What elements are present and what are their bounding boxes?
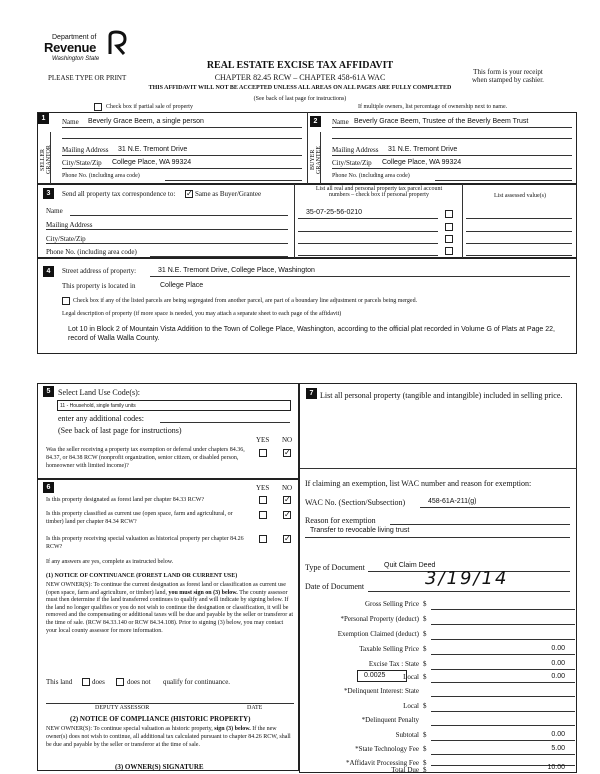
receipt-note-line2: when stamped by cashier. [472,76,544,84]
section-7-number: 7 [306,388,317,399]
personal-property-label: List all personal property (tangible and intangible) included in selling price. [320,391,563,400]
subtotal-dollar: $ [423,731,427,739]
yes-label-6: YES [256,484,270,492]
forest-question: Is this property designated as forest land per chapter 84.33 RCW? [46,497,205,503]
penalty-label: *Delinquent Penalty [361,716,419,724]
yes-label-5: YES [256,436,270,444]
dept-top: Department of [52,34,97,41]
exemption-no-checkbox[interactable]: ✓ [284,448,291,457]
seller-city-value[interactable]: College Place, WA 99324 [112,159,192,166]
street-address-value[interactable]: 31 N.E. Tremont Drive, College Place, Washington [158,267,315,274]
exemption-input[interactable] [431,630,575,640]
legal-description-label: Legal description of property (if more space is needed, you may attach a separate sheet to each page of the affidavit) [62,311,342,317]
land-use-see-back: (See back of last page for instructions) [58,426,182,435]
technology-value: 5.00 [551,745,565,752]
this-land-label: This land [46,678,73,686]
exemption-yes-checkbox[interactable] [259,449,267,457]
buyer-grantee-label: BUYER GRANTEE [310,146,322,174]
multiple-owners-note: If multiple owners, list percentage of ownership next to name. [358,104,508,110]
reason-label: Reason for exemption [305,516,376,525]
form-title: REAL ESTATE EXCISE TAX AFFIDAVIT [206,60,394,71]
see-back: (See back of last page for instructions) [253,96,347,102]
notice-continuance-text [46,582,294,635]
interest-local-dollar: $ [423,702,427,710]
parcel-number[interactable]: 35-07-25-56-0210 [306,209,363,216]
seller-mailing-label: Mailing Address [62,146,109,154]
forest-no-checkbox[interactable]: ✓ [284,495,291,504]
land-use-select[interactable] [57,400,291,411]
section-6-number: 6 [43,482,54,493]
doc-type-value[interactable]: Quit Claim Deed [384,562,436,569]
segregated-label: Check box if any of the listed parcels are being segregated from another parcel, are part of a boundary line adjustment or parcels being merged. [73,298,418,304]
total-dollar: $ [423,766,427,774]
processing-label: *Affidavit Processing Fee [346,759,419,767]
parcel-header-line2: numbers – check box if personal property [329,192,429,198]
buyer-city-label: City/State/Zip [332,159,372,167]
taxable-input[interactable] [431,645,575,655]
buyer-name-label: Name [332,118,349,126]
current-use-question: Is this property classified as current use (open space, farm and agricultural, or timber) land per chapter 84.34 RCW? [46,511,233,525]
deputy-assessor-label: DEPUTY ASSESSOR [95,705,150,711]
land-does-not-checkbox[interactable] [116,678,124,686]
buyer-name-value[interactable]: Beverly Grace Beem, Trustee of the Beverly Beem Trust [354,118,529,125]
notice-compliance-c: If the new owner(s) does not wish to continue, all additional tax calculated pursuant to chapter 84.26 RCW, shall be due and payable by the seller or transferor at the time of sale. [46,726,291,748]
reason-value[interactable]: Transfer to revocable living trust [310,527,410,534]
parcel-header-line1: List all real and personal property tax parcel account [315,186,443,192]
state-tax-dollar: $ [423,660,427,668]
notice-continuance-b: you must sign on (3) below. [168,589,238,596]
interest-local-input[interactable] [431,702,575,712]
additional-codes-label: enter any additional codes: [58,414,144,423]
buyer-phone-label: Phone No. (including area code) [332,173,410,179]
notice-compliance-b: sign (3) below. [214,726,251,732]
taxable-dollar: $ [423,645,427,653]
state-tax-input[interactable] [431,660,575,670]
local-rate-value: 0.0025 [364,672,386,679]
dept-state: Washington State [52,56,100,62]
corr-phone-label: Phone No. (including area code) [46,248,137,256]
current-use-yes-checkbox[interactable] [259,511,267,519]
buyer-city-value[interactable]: College Place, WA 99324 [382,159,462,166]
section-1-number: 1 [38,113,49,124]
seller-mailing-value[interactable]: 31 N.E. Tremont Drive [118,146,188,153]
local-rate-box[interactable] [357,670,407,682]
legal-description-value[interactable]: Lot 10 in Block 2 of Mountain Vista Addition to the Town of College Place, Washington, according to the official plat recorded in Volume G of Plats at Page 22, record of Walla Walla County. [68,326,555,342]
notice-compliance-text [46,725,294,749]
technology-input[interactable] [431,745,575,755]
receipt-note [472,68,544,84]
local-tax-value: 0.00 [551,673,565,680]
assessed-header: List assessed value(s) [494,193,546,199]
owner-signature-title: (3) OWNER(S) SIGNATURE [115,763,204,771]
notice-compliance-a: NEW OWNER(S): To continue special valuation as historic property, [46,726,213,732]
segregated-checkbox[interactable] [62,297,70,305]
total-label: Total Due [391,766,419,774]
historic-no-checkbox[interactable]: ✓ [284,534,291,543]
interest-local-label: Local [403,702,419,710]
taxable-label: Taxable Selling Price [359,645,419,653]
historic-yes-checkbox[interactable] [259,535,267,543]
local-tax-dollar: $ [423,673,427,681]
street-address-label: Street address of property: [62,267,137,275]
exemption-claim-label: If claiming an exemption, list WAC number and reason for exemption: [305,479,532,488]
partial-sale-label: Check box if partial sale of property [106,104,193,110]
gross-label: Gross Selling Price [364,600,419,608]
notice-continuance-title: (1) NOTICE OF CONTINUANCE (FOREST LAND OR CURRENT USE) [46,573,238,579]
local-tax-label: Local [403,673,419,681]
parcel-header [296,186,462,198]
exemption-question: Was the seller receiving a property tax exemption or deferral under chapters 84.36, 84.37, or 84.38 RCW (nonprofit organization, senior citizen, or disabled person, homeowner with limited income)? [46,447,245,469]
buyer-mailing-value[interactable]: 31 N.E. Tremont Drive [388,146,458,153]
seller-name-label: Name [62,118,79,126]
if-yes-note: If any answers are yes, complete as instructed below. [46,559,174,565]
doc-date-value[interactable]: 3/19/14 [425,568,509,589]
parcel-personal-checkbox-1[interactable] [445,210,453,218]
exemption-label: Exemption Claimed (deduct) [337,630,419,638]
parcel-personal-checkbox-2[interactable] [445,223,453,231]
dept-name: Revenue [44,40,97,55]
qualify-label: qualify for continuance. [163,678,231,686]
partial-sale-checkbox[interactable] [94,103,102,111]
processing-dollar: $ [423,759,427,767]
notice-compliance-title: (2) NOTICE OF COMPLIANCE (HISTORIC PROPERTY) [70,715,251,723]
correspondence-label: Send all property tax correspondence to: [62,190,176,198]
does-not-label: does not [127,678,151,686]
gross-input[interactable] [431,600,575,610]
gross-dollar: $ [423,600,427,608]
located-in-label: This property is located in [62,282,136,290]
parcel-personal-checkbox-3[interactable] [445,235,453,243]
local-tax-input[interactable] [431,673,575,683]
forest-yes-checkbox[interactable] [259,496,267,504]
land-does-checkbox[interactable] [82,678,90,686]
penalty-input[interactable] [431,716,575,726]
no-label-5: NO [282,436,293,444]
section-2-number: 2 [310,116,321,127]
subtotal-input[interactable] [431,731,575,741]
seller-grantor-label: SELLER GRANTOR [40,145,52,175]
personal-dollar: $ [423,615,427,623]
interest-state-label: *Delinquent Interest: State [343,687,419,695]
state-tax-label: Excise Tax : State [368,660,419,668]
section-3-number: 3 [43,188,54,199]
seller-phone-label: Phone No. (including area code) [62,173,140,179]
located-in-value[interactable]: College Place [160,282,204,289]
personal-input[interactable] [431,615,575,625]
interest-state-input[interactable] [431,687,575,697]
land-use-value: 11 - Household, single family units [60,403,136,409]
same-as-buyer-label: Same as Buyer/Grantee [195,190,262,198]
historic-question: Is this property receiving special valuation as historical property per chapter 84.26 RCW? [46,536,244,550]
dor-emblem-icon [106,30,128,56]
form-chapter: CHAPTER 82.45 RCW – CHAPTER 458-61A WAC [214,73,386,82]
receipt-note-line1: This form is your receipt [473,68,543,76]
corr-mailing-label: Mailing Address [46,221,93,229]
taxable-value: 0.00 [551,645,565,652]
form-warning: THIS AFFIDAVIT WILL NOT BE ACCEPTED UNLESS ALL AREAS ON ALL PAGES ARE FULLY COMPLETED [148,85,452,91]
subtotal-label: Subtotal [395,731,419,739]
parcel-personal-checkbox-4[interactable] [445,247,453,255]
notice-continuance-c: The county assessor must then determine if the land transferred continues to qualify and will indicate by signing below. If the land no longer qualifies or you do not wish to continue the designation or classification, it will be removed and the compensating or additional taxes will be due and payable by the seller or transferor at the time of sale. (RCW 84.33.140 or RCW 84.34.108). Prior to signing (3) below, you may contact your local county assessor for more information. [46,589,294,634]
section-5-number: 5 [43,386,54,397]
doc-date-label: Date of Document [305,582,365,591]
corr-city-label: City/State/Zip [46,235,86,243]
technology-dollar: $ [423,745,427,753]
subtotal-value: 0.00 [551,731,565,738]
technology-label: *State Technology Fee [355,745,419,753]
print-note: PLEASE TYPE OR PRINT [48,74,127,82]
wac-label: WAC No. (Section/Subsection) [305,498,406,507]
seller-city-label: City/State/Zip [62,159,102,167]
current-use-no-checkbox[interactable]: ✓ [284,510,291,519]
state-tax-value: 0.00 [551,660,565,667]
exemption-dollar: $ [423,630,427,638]
total-value[interactable]: 10.00 [547,764,565,771]
doc-type-label: Type of Document [305,563,365,572]
deputy-date-label: DATE [247,705,263,711]
personal-label: *Personal Property (deduct) [340,615,419,623]
no-label-6: NO [282,484,293,492]
does-label: does [92,678,105,686]
seller-name-value[interactable]: Beverly Grace Beem, a single person [88,118,204,125]
notice-continuance-a: NEW OWNER(S): To continue the current designation as forest land or classification as current use (open space, farm and agriculture, or timber) land, [46,582,286,596]
buyer-mailing-label: Mailing Address [332,146,379,154]
corr-name-label: Name [46,207,63,215]
land-use-label: Select Land Use Code(s): [58,388,140,397]
wac-value[interactable]: 458-61A-211(g) [428,498,477,505]
section-4-number: 4 [43,266,54,277]
same-as-buyer-checkbox[interactable]: ✓ [186,189,193,198]
